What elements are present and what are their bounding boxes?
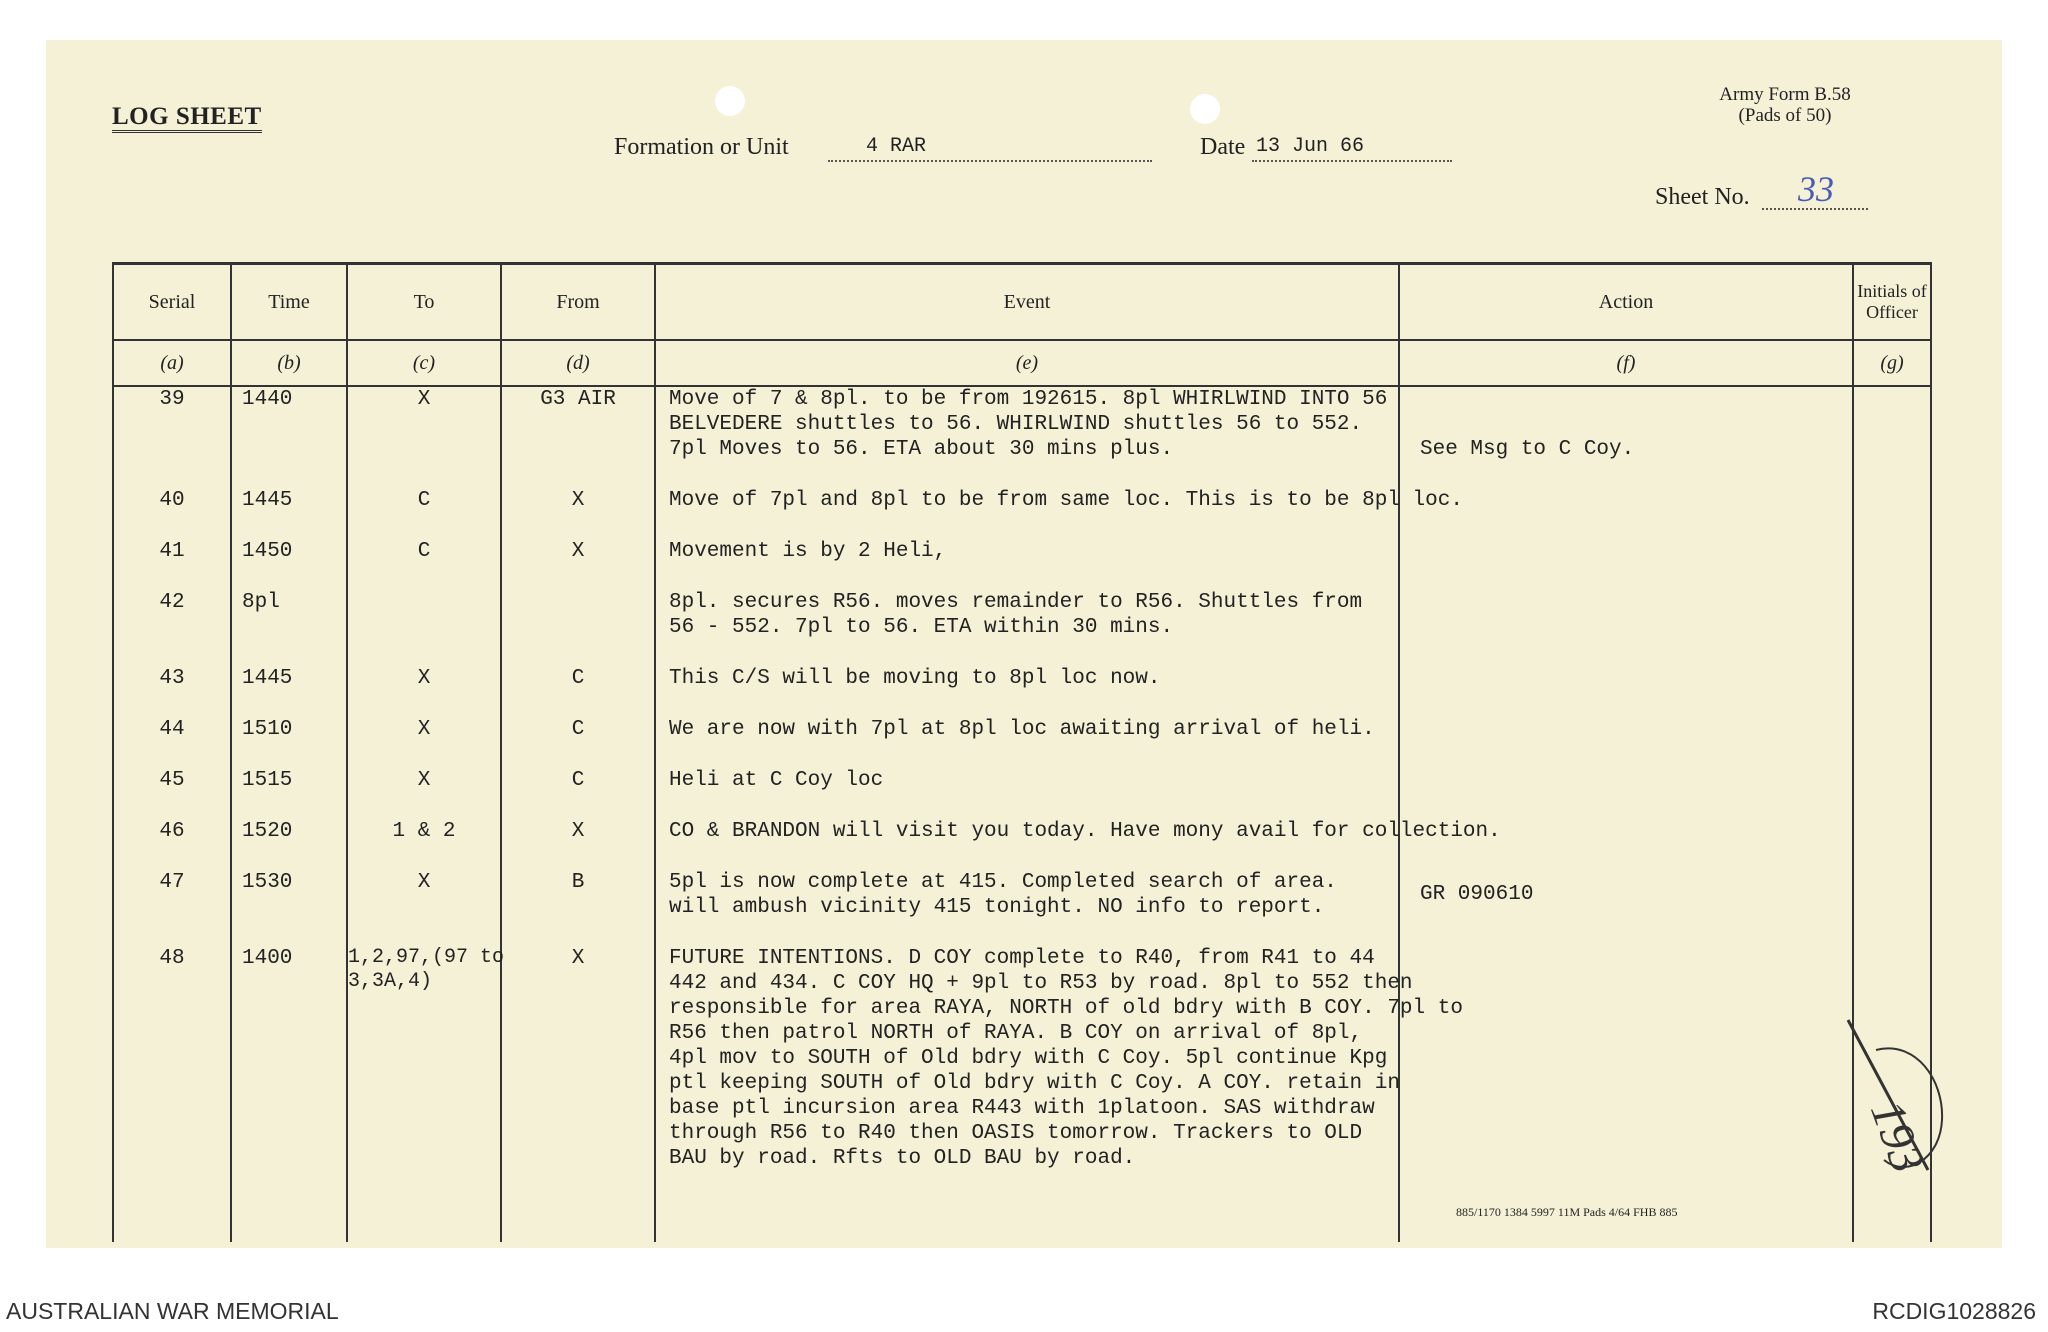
action-cell [1399, 488, 1853, 539]
to-cell: C [347, 488, 501, 539]
serial-cell: 41 [113, 539, 231, 590]
action-cell [1399, 870, 1853, 946]
initials-cell [1853, 539, 1931, 590]
table-row [113, 946, 1931, 1242]
time-cell: 1445 [231, 488, 347, 539]
from-cell: X [501, 488, 655, 539]
serial-cell: 39 [113, 386, 231, 488]
event-cell: Heli at C Coy loc [655, 768, 1399, 819]
punch-hole-right [1190, 94, 1220, 124]
serial-cell: 42 [113, 590, 231, 666]
time-cell: 1520 [231, 819, 347, 870]
event-cell: Move of 7pl and 8pl to be from same loc. This is to be 8pl loc. [655, 488, 1399, 539]
from-cell [501, 590, 655, 666]
header-event: Event [655, 264, 1399, 341]
to-cell: C [347, 539, 501, 590]
from-cell: X [501, 946, 655, 1242]
action-cell [1399, 386, 1853, 488]
sheet-no-value: 33 [1798, 169, 1834, 209]
from-cell: B [501, 870, 655, 946]
signature-text: 193 [1860, 1093, 1935, 1180]
to-cell: X [347, 386, 501, 488]
event-cell: Move of 7 & 8pl. to be from 192615. 8pl WHIRLWIND INTO 56 BELVEDERE shuttles to 56. WHIRLWIND shuttles 56 to 552. 7pl Moves to 56. ETA about 30 mins plus. [655, 386, 1399, 488]
army-form-ref [1660, 84, 1910, 126]
table-row [113, 488, 1931, 539]
print-reference: 885/1170 1384 5997 11M Pads 4/64 FHB 885 [1456, 1205, 1678, 1219]
event-cell: Movement is by 2 Heli, [655, 539, 1399, 590]
table-row [113, 717, 1931, 768]
event-cell: FUTURE INTENTIONS. D COY complete to R40, from R41 to 44 442 and 434. C COY HQ + 9pl to R53 by road. 8pl to 552 then responsible for area RAYA, NORTH of old bdry with B COY. 7pl to R56 then patrol NORTH of RAYA. B COY on arrival of 8pl, 4pl mov to SOUTH of Old bdry with C Coy. 5pl continue Kpg ptl keeping SOUTH of Old bdry with C Coy. A COY. retain in base ptl incursion area R443 with 1platoon. SAS withdraw through R56 to R40 then OASIS tomorrow. Trackers to OLD BAU by road. Rfts to OLD BAU by road. [655, 946, 1399, 1242]
header-to: To [347, 264, 501, 341]
army-form-pads: (Pads of 50) [1738, 105, 1832, 126]
to-cell: X [347, 717, 501, 768]
time-cell: 1445 [231, 666, 347, 717]
table-row [113, 870, 1931, 946]
from-cell: X [501, 539, 655, 590]
to-cell: X [347, 768, 501, 819]
to-cell: 1 & 2 [347, 819, 501, 870]
key-c: (c) [347, 340, 501, 386]
army-form-number: Army Form B.58 [1719, 84, 1851, 105]
table-row [113, 539, 1931, 590]
header-key-row [113, 340, 1931, 386]
event-cell: CO & BRANDON will visit you today. Have mony avail for collection. [655, 819, 1399, 870]
table-row [113, 590, 1931, 666]
key-d: (d) [501, 340, 655, 386]
table-row [113, 768, 1931, 819]
key-f: (f) [1399, 340, 1853, 386]
event-cell: 5pl is now complete at 415. Completed search of area. will ambush vicinity 415 tonight. NO info to report. [655, 870, 1399, 946]
serial-cell: 46 [113, 819, 231, 870]
action-cell [1399, 539, 1853, 590]
time-cell: 8pl [231, 590, 347, 666]
header-action: Action [1399, 264, 1853, 341]
serial-cell: 43 [113, 666, 231, 717]
form-title: LOG SHEET [112, 104, 262, 133]
event-cell: 8pl. secures R56. moves remainder to R56. Shuttles from 56 - 552. 7pl to 56. ETA within 30 mins. [655, 590, 1399, 666]
header-serial: Serial [113, 264, 231, 341]
time-cell: 1510 [231, 717, 347, 768]
header-initials: Initials of Officer [1853, 264, 1931, 341]
serial-cell: 45 [113, 768, 231, 819]
serial-cell: 44 [113, 717, 231, 768]
footer-id: RCDIG1028826 [1872, 1298, 2036, 1324]
date-value: 13 Jun 66 [1256, 135, 1365, 158]
initials-cell [1853, 768, 1931, 819]
table-row [113, 386, 1931, 488]
action-cell [1399, 590, 1853, 666]
action-cell [1399, 666, 1853, 717]
time-cell: 1400 [231, 946, 347, 1242]
to-cell [347, 590, 501, 666]
header-time: Time [231, 264, 347, 341]
time-cell: 1450 [231, 539, 347, 590]
signature-mark [1836, 1010, 1956, 1225]
key-b: (b) [231, 340, 347, 386]
action-text: See Msg to C Coy. [1420, 438, 1635, 461]
formation-label: Formation or Unit [614, 134, 789, 160]
serial-cell: 47 [113, 870, 231, 946]
from-cell: G3 AIR [501, 386, 655, 488]
footer-credit: AUSTRALIAN WAR MEMORIAL [6, 1298, 339, 1324]
time-cell: 1515 [231, 768, 347, 819]
event-cell: We are now with 7pl at 8pl loc awaiting arrival of heli. [655, 717, 1399, 768]
from-cell: C [501, 717, 655, 768]
time-cell: 1530 [231, 870, 347, 946]
key-g: (g) [1853, 340, 1931, 386]
action-cell [1399, 768, 1853, 819]
serial-cell: 40 [113, 488, 231, 539]
initials-cell [1853, 590, 1931, 666]
signature-drawing [1836, 1010, 1956, 1220]
table-row [113, 666, 1931, 717]
event-cell: This C/S will be moving to 8pl loc now. [655, 666, 1399, 717]
initials-cell [1853, 386, 1931, 488]
action-cell [1399, 717, 1853, 768]
initials-cell [1853, 870, 1931, 946]
formation-value: 4 RAR [866, 135, 927, 158]
from-cell: C [501, 768, 655, 819]
to-cell: 1,2,97,(97 to 3,3A,4) [347, 946, 501, 1242]
initials-cell [1853, 819, 1931, 870]
serial-cell: 48 [113, 946, 231, 1242]
from-cell: C [501, 666, 655, 717]
initials-cell [1853, 666, 1931, 717]
action-text: GR 090610 [1420, 883, 1534, 906]
key-a: (a) [113, 340, 231, 386]
punch-hole-left [715, 86, 745, 116]
to-cell: X [347, 666, 501, 717]
action-cell [1399, 946, 1853, 1242]
date-label: Date [1200, 134, 1246, 160]
from-cell: X [501, 819, 655, 870]
sheet-no-label: Sheet No. [1655, 184, 1750, 210]
key-e: (e) [655, 340, 1399, 386]
to-cell: X [347, 870, 501, 946]
table-row [113, 819, 1931, 870]
time-cell: 1440 [231, 386, 347, 488]
log-table [112, 262, 1935, 1242]
header-row [113, 264, 1931, 341]
initials-cell [1853, 488, 1931, 539]
initials-cell [1853, 717, 1931, 768]
header-from: From [501, 264, 655, 341]
